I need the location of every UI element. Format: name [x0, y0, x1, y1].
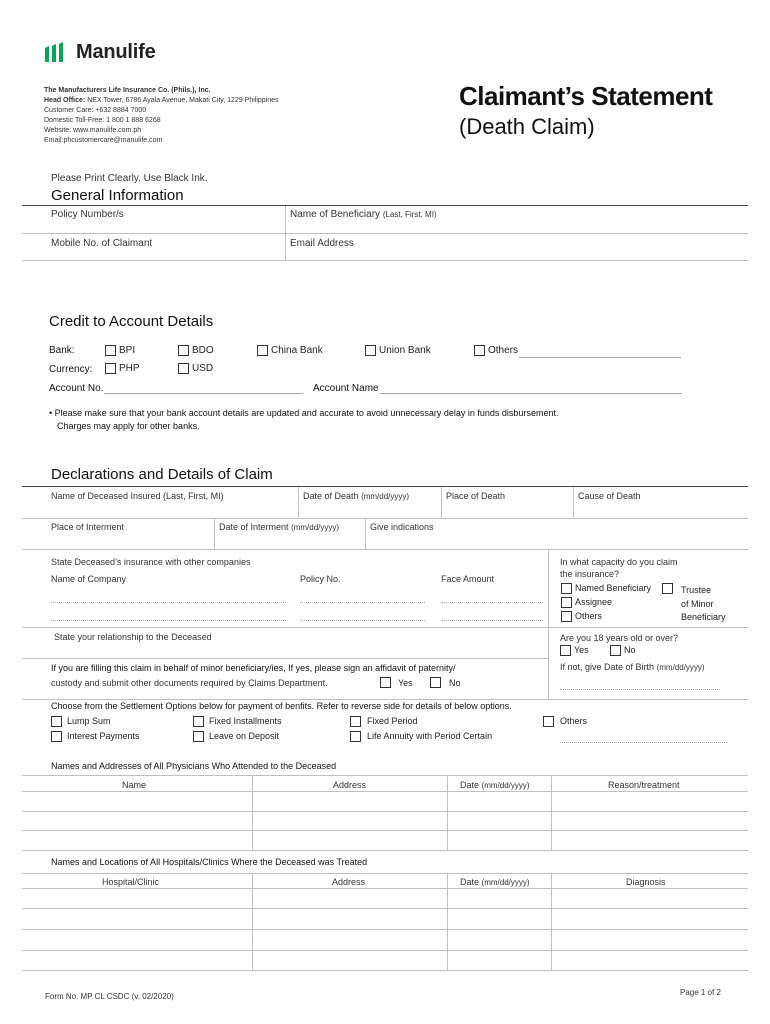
hospitals-header-date: Date (mm/dd/yyyy) — [460, 877, 530, 887]
deceased-name-field[interactable]: Name of Deceased Insured (Last, First, MI) — [51, 491, 224, 501]
date-of-interment-field[interactable]: Date of Interment (mm/dd/yyyy) — [219, 522, 340, 532]
capacity-others-checkbox[interactable] — [561, 611, 572, 622]
bank-others-label: Others — [488, 345, 519, 356]
bank-bdo-checkbox[interactable] — [178, 345, 189, 356]
email-contact: Email:phcustomercare@manulife.com — [44, 137, 163, 144]
physicians-row-2[interactable] — [22, 830, 748, 831]
settlement-leave-deposit-checkbox[interactable] — [193, 731, 204, 742]
beneficiary-name-field[interactable]: Name of Beneficiary (Last, First, MI) — [290, 209, 437, 220]
company-input-2[interactable] — [51, 620, 286, 621]
age-yes-checkbox[interactable] — [560, 645, 571, 656]
age-question: Are you 18 years old or over? — [560, 633, 679, 643]
minor-affidavit-line2: custody and submit other documents required by Claims Department. — [51, 678, 328, 688]
capacity-others-label: Others — [575, 611, 603, 621]
policy-number-field[interactable]: Policy Number/s — [51, 209, 124, 220]
settlement-fixed-period-checkbox[interactable] — [350, 716, 361, 727]
relationship-field[interactable]: State your relationship to the Deceased — [54, 632, 212, 642]
physicians-header-reason: Reason/treatment — [608, 780, 680, 790]
account-name-label: Account Name — [313, 383, 379, 394]
account-name-input[interactable] — [380, 393, 682, 394]
website: Website: www.manulife.com.ph — [44, 127, 142, 134]
currency-usd-checkbox[interactable] — [178, 363, 189, 374]
form-number: Form No. MP CL CSDC (v. 02/2020) — [45, 992, 174, 1001]
settlement-interest-label: Interest Payments — [67, 731, 140, 741]
settlement-others-label: Others — [560, 716, 588, 726]
company-info — [44, 86, 279, 146]
physicians-header-name: Name — [122, 780, 147, 790]
capacity-named-beneficiary-label: Named Beneficiary — [575, 583, 652, 593]
mobile-field[interactable]: Mobile No. of Claimant — [51, 238, 153, 249]
email-field[interactable]: Email Address — [290, 238, 354, 249]
face-amount-label: Face Amount — [441, 574, 495, 584]
capacity-question-1: In what capacity do you claim — [560, 557, 678, 567]
currency-php-label: PHP — [119, 363, 140, 374]
company-name: The Manufacturers Life Insurance Co. (Phils.), Inc. — [44, 87, 211, 94]
form-title: Claimant’s Statement — [459, 81, 713, 111]
other-insurance-label: State Deceased’s insurance with other companies — [51, 557, 251, 567]
bank-unionbank-checkbox[interactable] — [365, 345, 376, 356]
date-of-death-field[interactable]: Date of Death (mm/dd/yyyy) — [303, 491, 410, 501]
bank-label: Bank: — [49, 345, 75, 356]
physicians-title: Names and Addresses of All Physicians Who Attended to the Deceased — [51, 761, 337, 771]
minor-affidavit-line1: If you are filling this claim in behalf of minor beneficiary/ies, If yes, please sign an affidavit of paternity/ — [51, 663, 456, 673]
birth-date-label: If not, give Date of Birth (mm/dd/yyyy) — [560, 662, 705, 672]
print-instruction: Please Print Clearly. Use Black Ink. — [51, 173, 208, 184]
face-input-2[interactable] — [441, 620, 543, 621]
hospitals-row-2[interactable] — [22, 929, 748, 930]
bank-bdo-label: BDO — [192, 345, 214, 356]
settlement-life-annuity-label: Life Annuity with Period Certain — [367, 731, 493, 741]
page-number: Page 1 of 2 — [680, 988, 721, 997]
bank-chinabank-checkbox[interactable] — [257, 345, 268, 356]
hospitals-row-3[interactable] — [22, 950, 748, 951]
minor-no-checkbox[interactable] — [430, 677, 441, 688]
settlement-leave-deposit-label: Leave on Deposit — [209, 731, 280, 741]
account-no-input[interactable] — [104, 393, 303, 394]
hospitals-row-1[interactable] — [22, 908, 748, 909]
capacity-assignee-label: Assignee — [575, 597, 613, 607]
capacity-trustee-label-2: of Minor — [681, 599, 714, 609]
account-no-label: Account No. — [49, 383, 104, 394]
capacity-named-beneficiary-checkbox[interactable] — [561, 583, 572, 594]
face-input-1[interactable] — [441, 602, 543, 603]
bank-unionbank-label: Union Bank — [379, 345, 431, 356]
give-indications-field[interactable]: Give indications — [370, 522, 434, 532]
place-of-interment-field[interactable]: Place of Interment — [51, 522, 125, 532]
capacity-trustee-label-3: Beneficiary — [681, 612, 726, 622]
physicians-header-address: Address — [333, 780, 367, 790]
place-of-death-field[interactable]: Place of Death — [446, 491, 506, 501]
bank-note-line2: Charges may apply for other banks. — [57, 421, 200, 431]
settlement-life-annuity-checkbox[interactable] — [350, 731, 361, 742]
physicians-row-3[interactable] — [22, 850, 748, 851]
birth-date-input[interactable] — [560, 689, 720, 690]
company-input-1[interactable] — [51, 602, 286, 603]
age-yes-label: Yes — [574, 645, 589, 655]
currency-label: Currency: — [49, 364, 93, 375]
settlement-interest-checkbox[interactable] — [51, 731, 62, 742]
settlement-lump-sum-checkbox[interactable] — [51, 716, 62, 727]
logo-text: Manulife — [76, 41, 156, 63]
hospitals-header-hospital: Hospital/Clinic — [102, 877, 160, 887]
hospitals-header-address: Address — [332, 877, 366, 887]
policy-no-label: Policy No. — [300, 574, 341, 584]
capacity-assignee-checkbox[interactable] — [561, 597, 572, 608]
minor-no-label: No — [449, 678, 461, 688]
head-office: Head Office: NEX Tower, 6786 Ayala Avenue, Makati City, 1229 Philippines — [44, 97, 279, 104]
hospitals-header-diagnosis: Diagnosis — [626, 877, 666, 887]
currency-php-checkbox[interactable] — [105, 363, 116, 374]
bank-note-line1: • Please make sure that your bank account details are updated and accurate to avoid unnecessary delay in funds disbursement. — [49, 408, 559, 418]
bank-others-input[interactable] — [519, 357, 681, 358]
minor-yes-label: Yes — [398, 678, 413, 688]
age-no-checkbox[interactable] — [610, 645, 621, 656]
bank-bpi-label: BPI — [119, 345, 136, 356]
settlement-others-input[interactable] — [560, 742, 727, 743]
company-name-label: Name of Company — [51, 574, 127, 584]
policy-input-2[interactable] — [300, 620, 425, 621]
settlement-lump-sum-label: Lump Sum — [67, 716, 111, 726]
settlement-fixed-period-label: Fixed Period — [367, 716, 418, 726]
capacity-trustee-checkbox[interactable] — [662, 583, 673, 594]
hospitals-title: Names and Locations of All Hospitals/Clinics Where the Deceased was Treated — [51, 857, 368, 867]
declarations-title: Declarations and Details of Claim — [51, 466, 273, 483]
physicians-header-date: Date (mm/dd/yyyy) — [460, 780, 530, 790]
currency-usd-label: USD — [192, 363, 214, 374]
credit-account-title: Credit to Account Details — [49, 313, 214, 330]
bank-others-checkbox[interactable] — [474, 345, 485, 356]
policy-input-1[interactable] — [300, 602, 425, 603]
settlement-others-checkbox[interactable] — [543, 716, 554, 727]
toll-free: Domestic Toll-Free: 1 800 1 888 6268 — [44, 117, 161, 124]
bank-bpi-checkbox[interactable] — [105, 345, 116, 356]
manulife-logo-icon — [44, 42, 66, 64]
age-no-label: No — [624, 645, 636, 655]
capacity-trustee-label-1: Trustee — [681, 585, 712, 595]
settlement-fixed-installments-checkbox[interactable] — [193, 716, 204, 727]
settlement-fixed-installments-label: Fixed Installments — [209, 716, 282, 726]
settlement-intro: Choose from the Settlement Options below for payment of benfits. Refer to reverse side for details of below options. — [51, 701, 512, 711]
physicians-row-1[interactable] — [22, 811, 748, 812]
minor-yes-checkbox[interactable] — [380, 677, 391, 688]
customer-care: Customer Care: +632 8884 7000 — [44, 107, 147, 114]
bank-chinabank-label: China Bank — [271, 345, 323, 356]
general-info-title: General Information — [51, 187, 184, 204]
cause-of-death-field[interactable]: Cause of Death — [578, 491, 641, 501]
form-subtitle: (Death Claim) — [459, 114, 595, 139]
capacity-question-2: the insurance? — [560, 569, 620, 579]
